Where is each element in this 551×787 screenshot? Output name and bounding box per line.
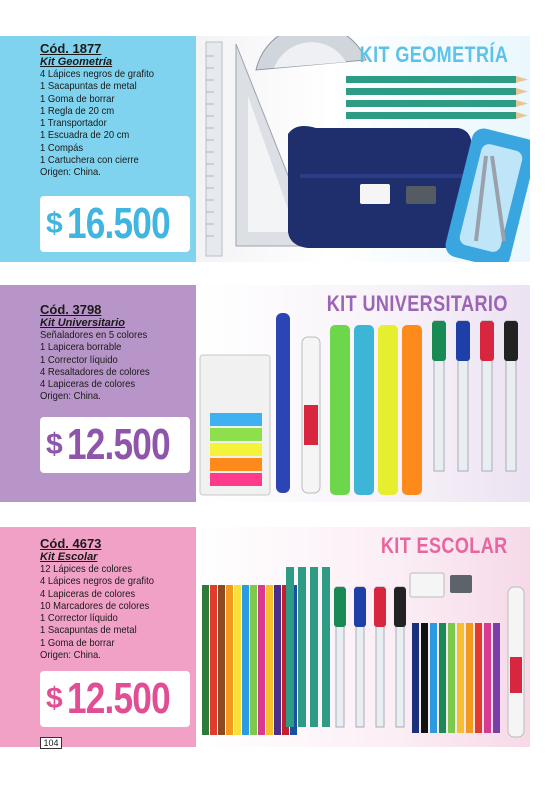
list-item: 1 Sacapuntas de metal xyxy=(40,624,137,637)
kit-escolar-section xyxy=(0,527,551,747)
list-item: 1 Escuadra de 20 cm xyxy=(40,129,130,142)
geometry-kit-illustration xyxy=(196,36,530,262)
price-tag xyxy=(40,671,190,727)
list-item: Origen: China. xyxy=(40,390,101,403)
price-tag xyxy=(40,196,190,252)
list-item: 1 Corrector líquido xyxy=(40,612,118,625)
price-amount: 12.500 xyxy=(66,420,170,469)
page-number: 104 xyxy=(40,737,62,749)
list-item: 4 Resaltadores de colores xyxy=(40,365,150,378)
list-item: 1 Cartuchera con cierre xyxy=(40,154,139,167)
list-item: 12 Lápices de colores xyxy=(40,563,132,575)
list-item: 1 Corrector líquido xyxy=(40,353,118,366)
product-photo xyxy=(196,36,530,262)
price-currency: $ xyxy=(46,428,63,461)
price-currency: $ xyxy=(46,682,63,715)
contents-list xyxy=(40,329,196,403)
list-item: Origen: China. xyxy=(40,166,101,179)
list-item: 1 Transportador xyxy=(40,117,107,130)
list-item: 4 Lápices negros de grafito xyxy=(40,575,155,588)
kit-title: KIT GEOMETRÍA xyxy=(359,42,508,67)
kit-title: KIT ESCOLAR xyxy=(381,533,508,558)
product-info xyxy=(40,303,196,403)
contents-list xyxy=(40,68,196,179)
product-code: Cód. 4673 xyxy=(40,536,102,551)
list-item: 1 Lapicera borrable xyxy=(40,341,122,354)
price-tag xyxy=(40,417,190,473)
product-info xyxy=(40,42,196,179)
product-code: Cód. 3798 xyxy=(40,302,102,317)
product-name: Kit Geometría xyxy=(40,56,113,68)
university-kit-illustration xyxy=(196,285,530,502)
list-item: 4 Lápices negros de grafito xyxy=(40,68,155,80)
list-item: Señaladores en 5 colores xyxy=(40,329,148,341)
list-item: 1 Goma de borrar xyxy=(40,636,115,649)
list-item: 4 Lapiceras de colores xyxy=(40,587,136,600)
kit-universitario-section xyxy=(0,285,551,502)
price-amount: 16.500 xyxy=(66,199,170,248)
price-currency: $ xyxy=(46,207,63,240)
school-kit-illustration xyxy=(196,527,530,747)
list-item: 1 Sacapuntas de metal xyxy=(40,80,137,93)
list-item: 1 Goma de borrar xyxy=(40,92,115,105)
kit-title: KIT UNIVERSITARIO xyxy=(326,291,508,316)
product-photo xyxy=(196,285,530,502)
product-code: Cód. 1877 xyxy=(40,41,102,56)
price-amount: 12.500 xyxy=(66,674,170,723)
list-item: 1 Compás xyxy=(40,141,84,154)
product-photo xyxy=(196,527,530,747)
product-name: Kit Universitario xyxy=(40,317,125,329)
list-item: 1 Regla de 20 cm xyxy=(40,104,115,117)
product-info xyxy=(40,537,196,661)
list-item: Origen: China. xyxy=(40,649,101,662)
list-item: 10 Marcadores de colores xyxy=(40,599,150,612)
product-name: Kit Escolar xyxy=(40,551,98,563)
kit-geometria-section xyxy=(0,36,551,262)
list-item: 4 Lapiceras de colores xyxy=(40,378,136,391)
contents-list xyxy=(40,563,196,661)
